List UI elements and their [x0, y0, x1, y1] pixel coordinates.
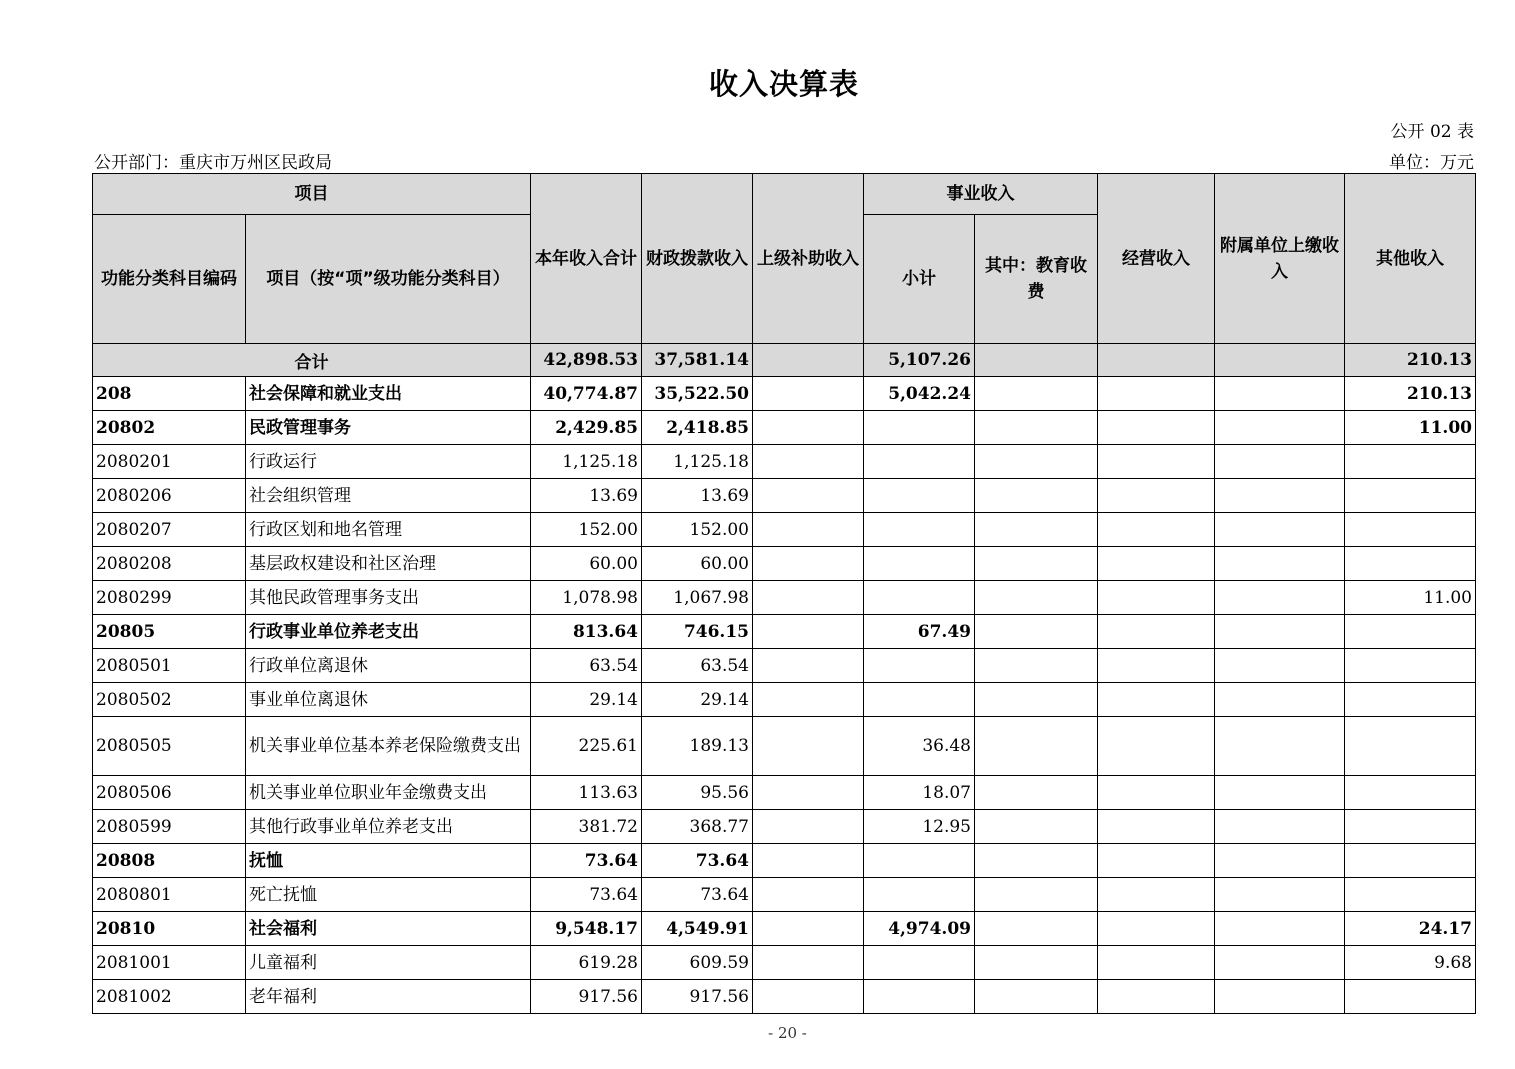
table-row: [93, 547, 1476, 581]
cell-code: 20802: [93, 411, 246, 445]
table-row: [93, 980, 1476, 1014]
cell-subsidy: [753, 547, 864, 581]
cell-fiscal: 2,418.85: [642, 411, 753, 445]
cell-edu: [975, 912, 1098, 946]
cell-other: 11.00: [1345, 581, 1476, 615]
cell-subsidy: [753, 946, 864, 980]
cell-total: 225.61: [531, 717, 642, 776]
cell-total: 40,774.87: [531, 377, 642, 411]
cell-subsidy: [753, 649, 864, 683]
cell-fiscal: 152.00: [642, 513, 753, 547]
table-row: [93, 377, 1476, 411]
cell-operating: [1098, 649, 1215, 683]
cell-other: 11.00: [1345, 411, 1476, 445]
cell-total: 813.64: [531, 615, 642, 649]
cell-fiscal: 1,125.18: [642, 445, 753, 479]
cell-name: 基层政权建设和社区治理: [246, 547, 531, 581]
cell-edu: [975, 683, 1098, 717]
cell-subtotal: [864, 581, 975, 615]
cell-total: 9,548.17: [531, 912, 642, 946]
cell-code: 2080506: [93, 776, 246, 810]
cell-other: [1345, 547, 1476, 581]
cell-code: 2081002: [93, 980, 246, 1014]
cell-subtotal: [864, 445, 975, 479]
total-total: 42,898.53: [531, 344, 642, 377]
cell-subtotal: [864, 946, 975, 980]
cell-code: 2080599: [93, 810, 246, 844]
cell-code: 2080299: [93, 581, 246, 615]
cell-subtotal: 12.95: [864, 810, 975, 844]
cell-subtotal: [864, 980, 975, 1014]
cell-other: [1345, 649, 1476, 683]
cell-affiliated: [1215, 377, 1345, 411]
cell-name: 机关事业单位职业年金缴费支出: [246, 776, 531, 810]
cell-subsidy: [753, 717, 864, 776]
total-affiliated: [1215, 344, 1345, 377]
cell-code: 20810: [93, 912, 246, 946]
cell-affiliated: [1215, 547, 1345, 581]
cell-other: [1345, 683, 1476, 717]
department-label: 公开部门：重庆市万州区民政局: [94, 153, 332, 173]
cell-total: 917.56: [531, 980, 642, 1014]
cell-subtotal: 4,974.09: [864, 912, 975, 946]
cell-total: 73.64: [531, 844, 642, 878]
cell-subsidy: [753, 912, 864, 946]
cell-code: 208: [93, 377, 246, 411]
header-affiliated: 附属单位上缴收入: [1215, 174, 1345, 344]
cell-name: 机关事业单位基本养老保险缴费支出: [246, 717, 531, 776]
cell-subsidy: [753, 810, 864, 844]
table-row: [93, 810, 1476, 844]
table-row: [93, 776, 1476, 810]
cell-other: [1345, 717, 1476, 776]
cell-fiscal: 189.13: [642, 717, 753, 776]
cell-affiliated: [1215, 513, 1345, 547]
cell-fiscal: 95.56: [642, 776, 753, 810]
cell-name: 事业单位离退休: [246, 683, 531, 717]
cell-fiscal: 917.56: [642, 980, 753, 1014]
cell-fiscal: 13.69: [642, 479, 753, 513]
cell-total: 1,125.18: [531, 445, 642, 479]
cell-affiliated: [1215, 717, 1345, 776]
total-operating: [1098, 344, 1215, 377]
cell-fiscal: 63.54: [642, 649, 753, 683]
cell-subtotal: [864, 878, 975, 912]
cell-operating: [1098, 411, 1215, 445]
header-total: 本年收入合计: [531, 174, 642, 344]
cell-other: [1345, 615, 1476, 649]
header-subsidy: 上级补助收入: [753, 174, 864, 344]
cell-operating: [1098, 946, 1215, 980]
cell-subsidy: [753, 581, 864, 615]
cell-operating: [1098, 581, 1215, 615]
cell-subtotal: 18.07: [864, 776, 975, 810]
unit-label: 单位：万元: [1389, 153, 1474, 173]
cell-edu: [975, 844, 1098, 878]
cell-edu: [975, 717, 1098, 776]
cell-edu: [975, 445, 1098, 479]
page-number: - 20 -: [768, 1024, 807, 1042]
cell-operating: [1098, 615, 1215, 649]
table-row: [93, 717, 1476, 776]
cell-fiscal: 35,522.50: [642, 377, 753, 411]
cell-fiscal: 29.14: [642, 683, 753, 717]
header-operating: 经营收入: [1098, 174, 1215, 344]
cell-fiscal: 609.59: [642, 946, 753, 980]
cell-total: 152.00: [531, 513, 642, 547]
cell-subsidy: [753, 445, 864, 479]
cell-subtotal: [864, 683, 975, 717]
cell-subsidy: [753, 411, 864, 445]
cell-code: 2080501: [93, 649, 246, 683]
cell-other: 210.13: [1345, 377, 1476, 411]
cell-operating: [1098, 377, 1215, 411]
cell-fiscal: 368.77: [642, 810, 753, 844]
cell-subsidy: [753, 844, 864, 878]
cell-edu: [975, 411, 1098, 445]
cell-edu: [975, 615, 1098, 649]
cell-edu: [975, 479, 1098, 513]
cell-affiliated: [1215, 445, 1345, 479]
cell-subtotal: [864, 547, 975, 581]
cell-edu: [975, 776, 1098, 810]
cell-other: [1345, 445, 1476, 479]
cell-operating: [1098, 878, 1215, 912]
cell-operating: [1098, 445, 1215, 479]
cell-affiliated: [1215, 776, 1345, 810]
cell-operating: [1098, 683, 1215, 717]
table-row: [93, 445, 1476, 479]
cell-operating: [1098, 513, 1215, 547]
cell-affiliated: [1215, 683, 1345, 717]
cell-name: 社会组织管理: [246, 479, 531, 513]
cell-subtotal: [864, 411, 975, 445]
cell-subsidy: [753, 615, 864, 649]
cell-code: 2081001: [93, 946, 246, 980]
cell-subtotal: [864, 844, 975, 878]
form-number: 公开 02 表: [1390, 122, 1474, 142]
cell-operating: [1098, 844, 1215, 878]
cell-affiliated: [1215, 810, 1345, 844]
cell-subtotal: [864, 479, 975, 513]
cell-code: 2080208: [93, 547, 246, 581]
cell-operating: [1098, 717, 1215, 776]
cell-operating: [1098, 547, 1215, 581]
table-row: [93, 479, 1476, 513]
cell-edu: [975, 810, 1098, 844]
cell-name: 行政区划和地名管理: [246, 513, 531, 547]
total-fiscal: 37,581.14: [642, 344, 753, 377]
cell-name: 老年福利: [246, 980, 531, 1014]
cell-edu: [975, 649, 1098, 683]
cell-subsidy: [753, 878, 864, 912]
cell-name: 其他行政事业单位养老支出: [246, 810, 531, 844]
cell-code: 2080207: [93, 513, 246, 547]
cell-edu: [975, 547, 1098, 581]
table-row: [93, 844, 1476, 878]
header-edu: 其中：教育收费: [975, 215, 1098, 344]
cell-code: 2080505: [93, 717, 246, 776]
total-subtotal: 5,107.26: [864, 344, 975, 377]
cell-subsidy: [753, 513, 864, 547]
table-row: [93, 683, 1476, 717]
cell-name: 行政事业单位养老支出: [246, 615, 531, 649]
cell-total: 60.00: [531, 547, 642, 581]
total-edu: [975, 344, 1098, 377]
cell-other: [1345, 844, 1476, 878]
cell-name: 社会福利: [246, 912, 531, 946]
table-row: [93, 878, 1476, 912]
total-other: 210.13: [1345, 344, 1476, 377]
cell-subtotal: [864, 513, 975, 547]
cell-affiliated: [1215, 946, 1345, 980]
cell-name: 行政单位离退休: [246, 649, 531, 683]
cell-affiliated: [1215, 649, 1345, 683]
page-title: 收入决算表: [708, 67, 859, 101]
cell-other: 24.17: [1345, 912, 1476, 946]
cell-total: 619.28: [531, 946, 642, 980]
cell-code: 20805: [93, 615, 246, 649]
cell-affiliated: [1215, 980, 1345, 1014]
cell-subsidy: [753, 776, 864, 810]
cell-operating: [1098, 479, 1215, 513]
cell-edu: [975, 946, 1098, 980]
header-code: 功能分类科目编码: [93, 215, 246, 344]
cell-name: 死亡抚恤: [246, 878, 531, 912]
cell-code: 2080801: [93, 878, 246, 912]
cell-edu: [975, 980, 1098, 1014]
header-fiscal: 财政拨款收入: [642, 174, 753, 344]
cell-fiscal: 73.64: [642, 878, 753, 912]
cell-fiscal: 1,067.98: [642, 581, 753, 615]
cell-name: 抚恤: [246, 844, 531, 878]
cell-total: 113.63: [531, 776, 642, 810]
cell-other: [1345, 479, 1476, 513]
total-label: 合计: [93, 344, 531, 377]
cell-total: 1,078.98: [531, 581, 642, 615]
income-table: [92, 173, 1476, 1014]
header-project: 项目: [93, 174, 531, 215]
cell-total: 73.64: [531, 878, 642, 912]
table-row: [93, 946, 1476, 980]
cell-affiliated: [1215, 912, 1345, 946]
cell-affiliated: [1215, 615, 1345, 649]
total-row: [93, 344, 1476, 377]
cell-code: 2080502: [93, 683, 246, 717]
cell-total: 29.14: [531, 683, 642, 717]
cell-other: [1345, 878, 1476, 912]
cell-subsidy: [753, 479, 864, 513]
cell-affiliated: [1215, 581, 1345, 615]
cell-name: 民政管理事务: [246, 411, 531, 445]
cell-operating: [1098, 912, 1215, 946]
cell-fiscal: 4,549.91: [642, 912, 753, 946]
cell-other: [1345, 776, 1476, 810]
cell-subsidy: [753, 980, 864, 1014]
cell-affiliated: [1215, 844, 1345, 878]
cell-other: [1345, 513, 1476, 547]
cell-total: 13.69: [531, 479, 642, 513]
cell-name: 行政运行: [246, 445, 531, 479]
cell-code: 20808: [93, 844, 246, 878]
header-other: 其他收入: [1345, 174, 1476, 344]
cell-subsidy: [753, 683, 864, 717]
header-subtotal: 小计: [864, 215, 975, 344]
cell-edu: [975, 513, 1098, 547]
cell-affiliated: [1215, 479, 1345, 513]
table-row: [93, 581, 1476, 615]
cell-total: 2,429.85: [531, 411, 642, 445]
cell-name: 儿童福利: [246, 946, 531, 980]
cell-name: 其他民政管理事务支出: [246, 581, 531, 615]
cell-edu: [975, 878, 1098, 912]
cell-subtotal: [864, 649, 975, 683]
table-row: [93, 615, 1476, 649]
cell-subtotal: 5,042.24: [864, 377, 975, 411]
cell-total: 63.54: [531, 649, 642, 683]
cell-subtotal: 36.48: [864, 717, 975, 776]
cell-other: 9.68: [1345, 946, 1476, 980]
cell-other: [1345, 810, 1476, 844]
cell-fiscal: 60.00: [642, 547, 753, 581]
total-subsidy: [753, 344, 864, 377]
cell-other: [1345, 980, 1476, 1014]
table-row: [93, 513, 1476, 547]
cell-code: 2080206: [93, 479, 246, 513]
cell-subsidy: [753, 377, 864, 411]
cell-edu: [975, 581, 1098, 615]
cell-fiscal: 73.64: [642, 844, 753, 878]
table-row: [93, 649, 1476, 683]
cell-subtotal: 67.49: [864, 615, 975, 649]
table-row: [93, 411, 1476, 445]
cell-operating: [1098, 810, 1215, 844]
cell-name: 社会保障和就业支出: [246, 377, 531, 411]
cell-operating: [1098, 980, 1215, 1014]
cell-affiliated: [1215, 878, 1345, 912]
cell-total: 381.72: [531, 810, 642, 844]
cell-edu: [975, 377, 1098, 411]
cell-fiscal: 746.15: [642, 615, 753, 649]
cell-affiliated: [1215, 411, 1345, 445]
header-business: 事业收入: [864, 174, 1098, 215]
header-name: 项目（按“项”级功能分类科目）: [246, 215, 531, 344]
cell-code: 2080201: [93, 445, 246, 479]
table-row: [93, 912, 1476, 946]
cell-operating: [1098, 776, 1215, 810]
